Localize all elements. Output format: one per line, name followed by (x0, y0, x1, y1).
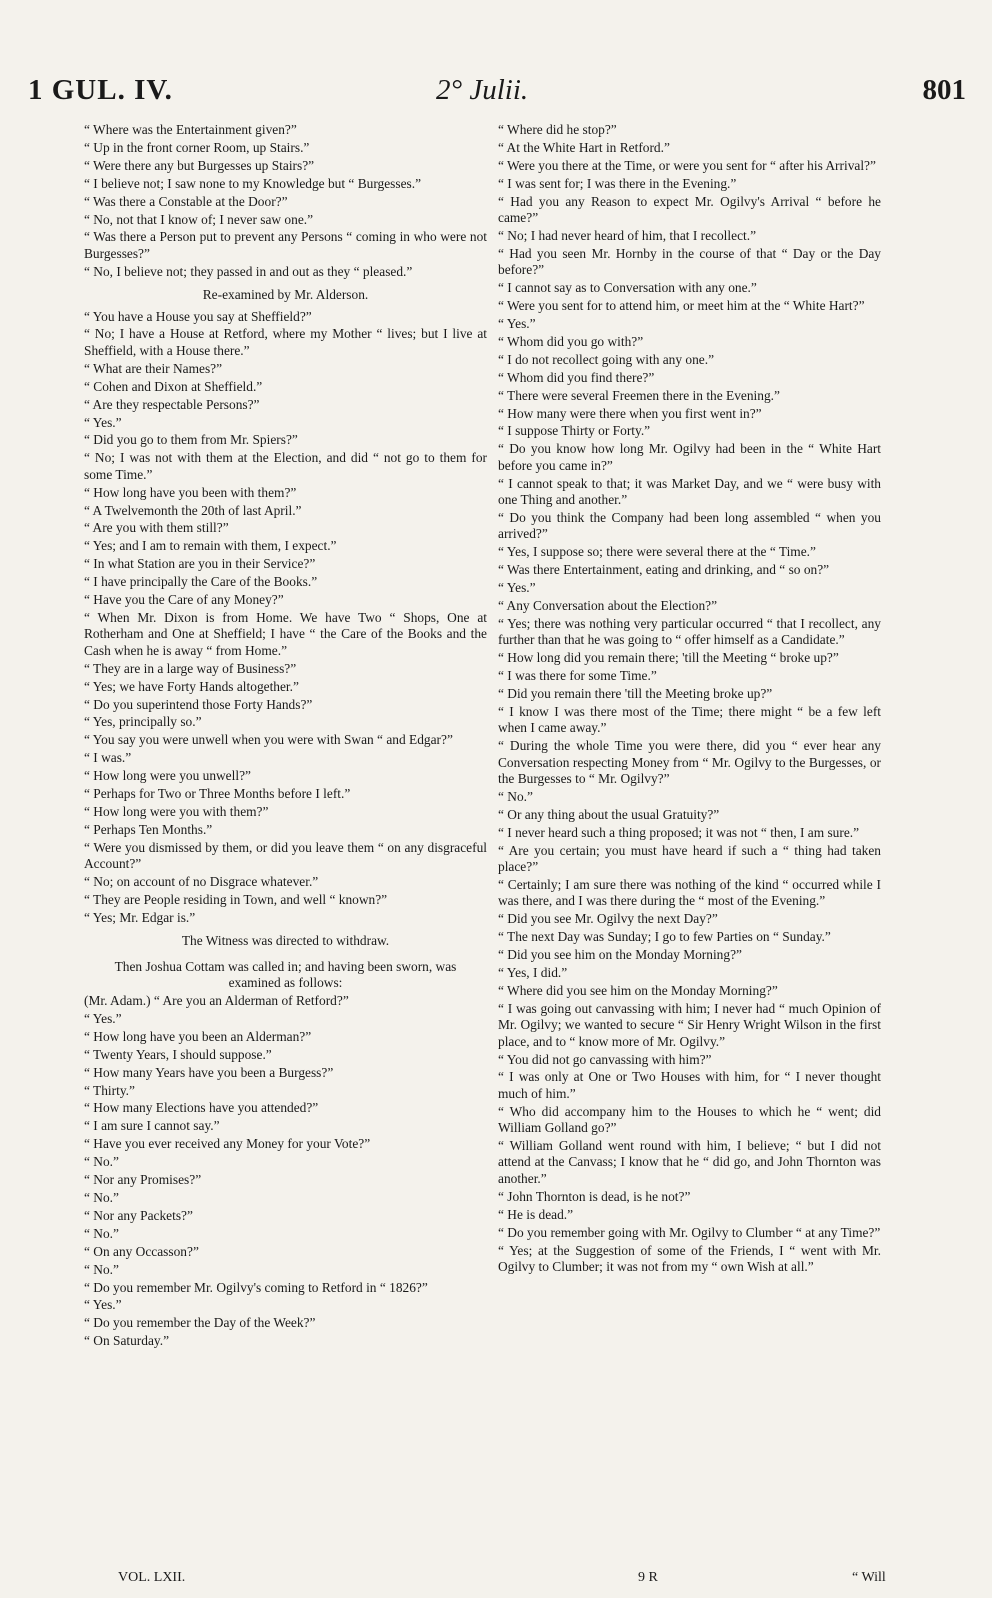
paragraph: “ Where did you see him on the Monday Morning?” (498, 982, 778, 998)
paragraph: “ No.” (84, 1189, 119, 1205)
paragraph: “ How long did you remain there; 'till the Meeting “ broke up?” (498, 650, 839, 666)
paragraph: “ During the whole Time you were there, did you “ ever hear any Conversation respecting Money from “ Mr. Ogilvy to the Burgesses, or the Burgesses to “ Mr. Ogilvy?” (498, 738, 881, 787)
paragraph: “ No; on account of no Disgrace whatever.” (84, 874, 319, 890)
paragraph: (Mr. Adam.) “ Are you an Alderman of Retford?” (84, 993, 349, 1008)
paragraph: “ You did not go canvassing with him?” (498, 1051, 712, 1067)
paragraph: “ I was sent for; I was there in the Evening.” (498, 175, 737, 191)
paragraph: “ Yes.” (84, 1297, 122, 1313)
paragraph: “ On Saturday.” (84, 1333, 170, 1349)
paragraph: “ No, I believe not; they passed in and out as they “ pleased.” (84, 263, 413, 279)
paragraph: “ Yes; we have Forty Hands altogether.” (84, 678, 299, 694)
paragraph: “ No; I had never heard of him, that I recollect.” (498, 227, 757, 243)
paragraph: “ Yes.” (498, 315, 536, 331)
paragraph: “ I was going out canvassing with him; I never had “ much Opinion of Mr. Ogilvy; we wanted to secure “ Sir Henry Wright Wilson in the first place, and to “ know more of Mr. Ogilvy.” (498, 1000, 881, 1049)
paragraph: “ I believe not; I saw none to my Knowledge but “ Burgesses.” (84, 175, 422, 191)
paragraph: “ Nor any Promises?” (84, 1172, 202, 1188)
paragraph: “ How many Elections have you attended?” (84, 1100, 319, 1116)
paragraph: “ Did you remain there 'till the Meeting broke up?” (498, 686, 773, 701)
paragraph: “ Yes, I did.” (498, 965, 568, 980)
paragraph: “ I never heard such a thing proposed; it was not “ then, I am sure.” (498, 824, 860, 840)
paragraph: “ No; I have a House at Retford, where my Mother “ lives; but I live at Sheffield, with a House there.” (84, 326, 487, 358)
paragraph: “ I cannot say as to Conversation with any one.” (498, 280, 757, 296)
paragraph: “ What are their Names?” (84, 360, 223, 376)
paragraph: “ When Mr. Dixon is from Home. We have Two “ Shops, One at Rotherham and One at Sheffield; I have “ the Care of the Books and the Cash when he is away “ from Home.” (84, 609, 487, 658)
paragraph: “ William Golland went round with him, I believe; “ but I did not attend at the Canvass; I know that he “ did go, and John Thornton was another.” (498, 1138, 881, 1186)
paragraph: “ No.” (84, 1261, 119, 1277)
paragraph: “ Had you seen Mr. Hornby in the course of that “ Day or the Day before?” (498, 245, 881, 278)
paragraph: “ There were several Freemen there in the Evening.” (498, 387, 780, 403)
paragraph: “ Perhaps Ten Months.” (84, 821, 213, 837)
paragraph: “ Any Conversation about the Election?” (498, 597, 718, 613)
paragraph: “ The next Day was Sunday; I go to few Parties on “ Sunday.” (498, 929, 831, 945)
paragraph: “ How long have you been with them?” (84, 484, 297, 500)
paragraph: “ I have principally the Care of the Books.” (84, 574, 318, 590)
paragraph: “ I was only at One or Two Houses with him, for “ I never thought much of him.” (498, 1069, 881, 1101)
paragraph: “ Did you go to them from Mr. Spiers?” (84, 432, 298, 448)
paragraph: “ Were you there at the Time, or were you sent for “ after his Arrival?” (498, 157, 876, 173)
paragraph: “ On any Occasson?” (84, 1243, 199, 1259)
paragraph: “ Were you dismissed by them, or did you leave them “ on any disgraceful Account?” (84, 839, 487, 872)
paragraph: “ Do you remember the Day of the Week?” (84, 1315, 316, 1331)
paragraph: “ Whom did you find there?” (498, 369, 655, 385)
page-footer (0, 1570, 992, 1590)
paragraph: “ In what Station are you in their Service?” (84, 556, 316, 572)
paragraph: “ Certainly; I am sure there was nothing of the kind “ occurred while I was there, and I was there during the “ most of the Evening.” (498, 876, 881, 909)
paragraph: “ Do you think the Company had been long assembled “ when you arrived?” (498, 509, 881, 542)
paragraph: “ Yes, I suppose so; there were several there at the “ Time.” (498, 544, 816, 560)
paragraph: “ How long were you with them?” (84, 803, 269, 819)
paragraph: “ I was.” (84, 750, 132, 766)
paragraph: “ Yes.” (498, 580, 536, 596)
paragraph: “ Thirty.” (84, 1082, 135, 1098)
paragraph: “ Where did he stop?” (498, 122, 617, 137)
paragraph: “ Had you any Reason to expect Mr. Ogilvy's Arrival “ before he came?” (498, 193, 881, 226)
paragraph: “ How long have you been an Alderman?” (84, 1028, 312, 1044)
section-heading: Re-examined by Mr. Alderson. (202, 287, 369, 303)
paragraph: “ Did you see Mr. Ogilvy the next Day?” (498, 911, 718, 927)
paragraph: “ I suppose Thirty or Forty.” (498, 423, 651, 439)
paragraph: “ No.” (84, 1154, 119, 1170)
paragraph: “ You say you were unwell when you were with Swan “ and Edgar?” (84, 732, 453, 748)
paragraph: “ How many Years have you been a Burgess?” (84, 1064, 334, 1080)
paragraph: “ You have a House you say at Sheffield?” (84, 308, 312, 324)
paragraph: “ Have you the Care of any Money?” (84, 592, 284, 608)
paragraph: “ Were there any but Burgesses up Stairs?” (84, 157, 315, 173)
paragraph: “ Do you remember Mr. Ogilvy's coming to Retford in “ 1826?” (84, 1279, 428, 1295)
paragraph: “ No; I was not with them at the Election, and did “ not go to them for some Time.” (84, 450, 487, 482)
paragraph: “ They are People residing in Town, and well “ known?” (84, 891, 388, 907)
paragraph: “ Yes; there was nothing very particular occurred “ that I recollect, any further than that he was going to “ offer himself as a Candidate.” (498, 615, 881, 648)
page-header (28, 74, 966, 114)
paragraph: “ Where was the Entertainment given?” (84, 122, 297, 137)
paragraph: “ How long were you unwell?” (84, 768, 251, 784)
paragraph: “ Yes.” (84, 1010, 122, 1026)
paragraph: “ Are they respectable Persons?” (84, 396, 260, 412)
paragraph: “ I cannot speak to that; it was Market Day, and we “ were busy with one Thing and another.” (498, 475, 881, 508)
paragraph: “ Yes; and I am to remain with them, I expect.” (84, 538, 337, 554)
paragraph: “ Was there a Person put to prevent any Persons “ coming in who were not Burgesses?” (84, 229, 487, 261)
paragraph: “ Yes; Mr. Edgar is.” (84, 909, 196, 925)
paragraph: “ Yes.” (84, 414, 122, 430)
paragraph: “ At the White Hart in Retford.” (498, 139, 670, 155)
paragraph: “ No.” (498, 788, 533, 804)
volume-label: VOL. LXII. (118, 1570, 186, 1585)
left-column (84, 122, 487, 1351)
paragraph: “ They are in a large way of Business?” (84, 660, 297, 676)
paragraph: “ Are you with them still?” (84, 520, 229, 536)
paragraph: “ Was there Entertainment, eating and drinking, and “ so on?” (498, 562, 830, 578)
paragraph: “ Do you know how long Mr. Ogilvy had been in the “ White Hart before you came in?” (498, 441, 881, 473)
paragraph: “ I do not recollect going with any one.” (498, 351, 715, 367)
paragraph: “ John Thornton is dead, is he not?” (498, 1188, 691, 1204)
paragraph: “ Nor any Packets?” (84, 1207, 193, 1223)
paragraph: “ Yes; at the Suggestion of some of the Friends, I “ went with Mr. Ogilvy to Clumber; it was not from my “ own Wish at all.” (498, 1242, 881, 1274)
paragraph: “ I am sure I cannot say.” (84, 1118, 220, 1134)
paragraph: “ Have you ever received any Money for your Vote?” (84, 1136, 371, 1152)
paragraph: “ Do you remember going with Mr. Ogilvy to Clumber “ at any Time?” (498, 1224, 881, 1240)
catchword: “ Will (852, 1570, 886, 1585)
paragraph: “ A Twelvemonth the 20th of last April.” (84, 502, 302, 518)
paragraph: “ How many were there when you first went in?” (498, 405, 762, 421)
paragraph: “ Perhaps for Two or Three Months before I left.” (84, 786, 351, 802)
paragraph: “ I was there for some Time.” (498, 668, 657, 684)
paragraph: “ I know I was there most of the Time; there might “ be a few left when I came away.” (498, 703, 881, 736)
paragraph: “ Were you sent for to attend him, or meet him at the “ White Hart?” (498, 298, 865, 314)
paragraph: “ Yes, principally so.” (84, 714, 202, 730)
paragraph: “ Who did accompany him to the Houses to which he “ went; did William Golland go?” (498, 1103, 881, 1136)
signature-mark: 9 R (638, 1570, 658, 1585)
paragraph: “ Was there a Constable at the Door?” (84, 193, 288, 209)
paragraph: “ Are you certain; you must have heard if such a “ thing had taken place?” (498, 842, 881, 875)
header-date: 2° Julii. (436, 74, 529, 106)
witness-sworn-note: Then Joshua Cottam was called in; and having been sworn, was examined as follows: (114, 958, 457, 991)
paragraph: “ Up in the front corner Room, up Stairs.” (84, 139, 310, 155)
paragraph: “ Whom did you go with?” (498, 333, 644, 349)
paragraph: “ Do you superintend those Forty Hands?” (84, 696, 313, 712)
right-column (498, 122, 881, 1277)
paragraph: “ No.” (84, 1225, 119, 1241)
paragraph: “ He is dead.” (498, 1206, 574, 1222)
witness-withdrawn-note: The Witness was directed to withdraw. (181, 933, 390, 949)
paragraph: “ Or any thing about the usual Gratuity?” (498, 806, 720, 822)
paragraph: “ Twenty Years, I should suppose.” (84, 1046, 272, 1062)
header-regnal-year: 1 GUL. IV. (28, 74, 173, 106)
paragraph: “ No, not that I know of; I never saw one.” (84, 211, 314, 227)
header-page-number: 801 (922, 74, 966, 106)
paragraph: “ Did you see him on the Monday Morning?” (498, 947, 742, 963)
paragraph: “ Cohen and Dixon at Sheffield.” (84, 378, 263, 394)
